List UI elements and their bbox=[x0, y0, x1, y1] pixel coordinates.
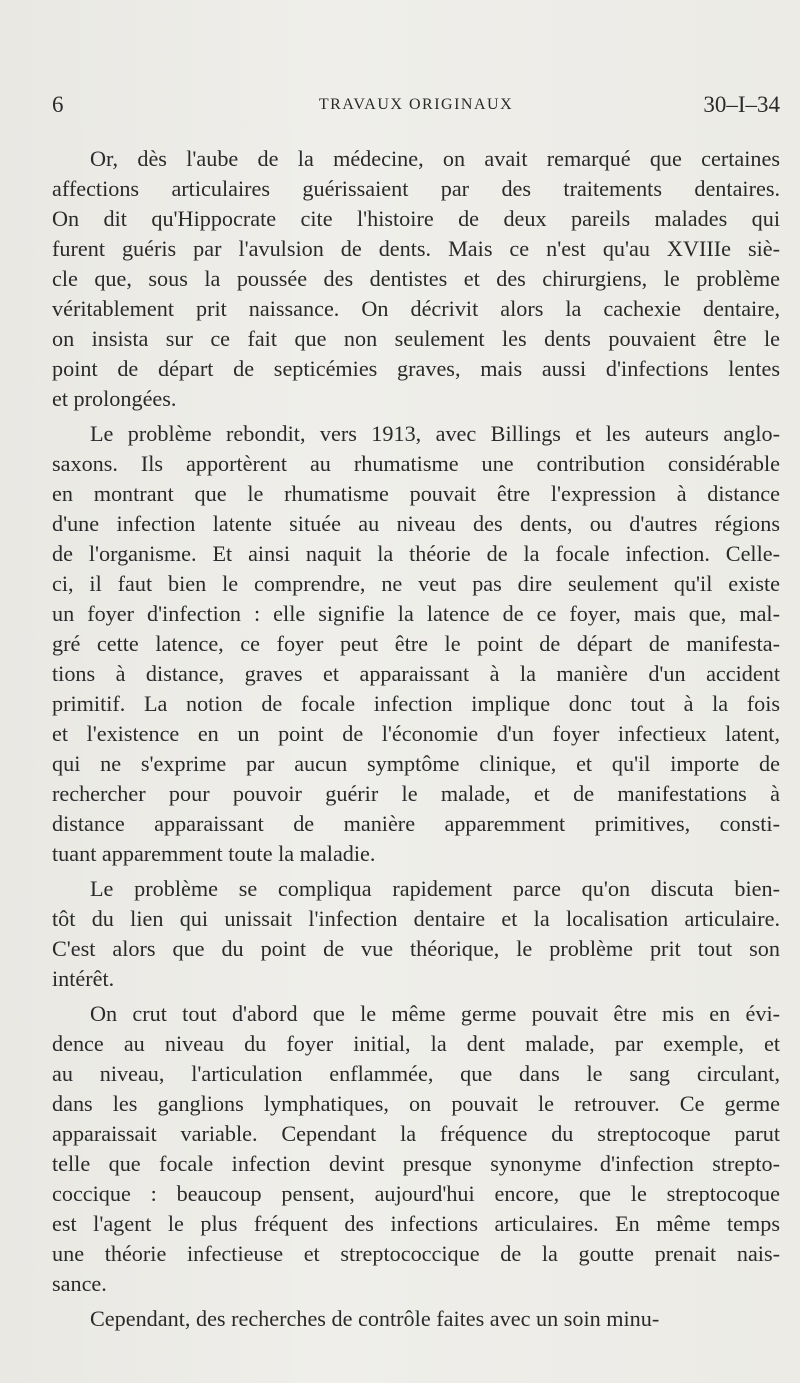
text-line: véritablement prit naissance. On décrivit alors la cachexie dentaire, bbox=[52, 296, 780, 321]
paragraph bbox=[52, 999, 780, 1299]
paragraph bbox=[52, 419, 780, 869]
text-line: dence au niveau du foyer initial, la dent malade, par exemple, et bbox=[52, 1031, 780, 1056]
text-line: un foyer d'infection : elle signifie la latence de ce foyer, mais que, mal- bbox=[52, 601, 780, 626]
text-line: On crut tout d'abord que le même germe pouvait être mis en évi- bbox=[90, 1001, 780, 1026]
text-line: de l'organisme. Et ainsi naquit la théorie de la focale infection. Celle- bbox=[52, 541, 780, 566]
text-line: primitif. La notion de focale infection implique donc tout à la fois bbox=[52, 691, 780, 716]
text-line: ci, il faut bien le comprendre, ne veut pas dire seulement qu'il existe bbox=[52, 571, 780, 596]
text-line: et prolongées. bbox=[52, 386, 177, 411]
text-line: dans les ganglions lymphatiques, on pouvait le retrouver. Ce germe bbox=[52, 1091, 780, 1116]
text-line: tions à distance, graves et apparaissant à la manière d'un accident bbox=[52, 661, 780, 686]
text-line: et l'existence en un point de l'économie d'un foyer infectieux latent, bbox=[52, 721, 780, 746]
text-line: en montrant que le rhumatisme pouvait être l'expression à distance bbox=[52, 481, 780, 506]
paragraph bbox=[52, 874, 780, 994]
text-line: d'une infection latente située au niveau des dents, ou d'autres régions bbox=[52, 511, 780, 536]
text-line: telle que focale infection devint presque synonyme d'infection strepto- bbox=[52, 1151, 780, 1176]
text-line: cle que, sous la poussée des dentistes et des chirurgiens, le problème bbox=[52, 266, 780, 291]
text-line: apparaissait variable. Cependant la fréquence du streptocoque parut bbox=[52, 1121, 780, 1146]
text-line: tôt du lien qui unissait l'infection dentaire et la localisation articulaire. bbox=[52, 906, 780, 931]
text-line: furent guéris par l'avulsion de dents. Mais ce n'est qu'au XVIIIe siè- bbox=[52, 236, 780, 261]
text-line: gré cette latence, ce foyer peut être le point de départ de manifesta- bbox=[52, 631, 780, 656]
paragraph bbox=[52, 144, 780, 414]
text-line: affections articulaires guérissaient par des traitements dentaires. bbox=[52, 176, 780, 201]
paragraph bbox=[52, 1304, 780, 1334]
running-header bbox=[52, 92, 780, 122]
text-line: sance. bbox=[52, 1271, 107, 1296]
text-line: coccique : beaucoup pensent, aujourd'hui encore, que le streptocoque bbox=[52, 1181, 780, 1206]
text-line: au niveau, l'articulation enflammée, que dans le sang circulant, bbox=[52, 1061, 780, 1086]
text-line: Cependant, des recherches de contrôle faites avec un soin minu- bbox=[90, 1306, 660, 1331]
text-line: est l'agent le plus fréquent des infections articulaires. En même temps bbox=[52, 1211, 780, 1236]
text-line: On dit qu'Hippocrate cite l'histoire de deux pareils malades qui bbox=[52, 206, 780, 231]
text-line: point de départ de septicémies graves, mais aussi d'infections lentes bbox=[52, 356, 780, 381]
text-line: Le problème rebondit, vers 1913, avec Billings et les auteurs anglo- bbox=[90, 421, 780, 446]
running-title: TRAVAUX ORIGINAUX bbox=[318, 96, 514, 113]
page-number: 6 bbox=[52, 92, 64, 117]
text-line: une théorie infectieuse et streptococcique de la goutte prenait nais- bbox=[52, 1241, 780, 1266]
text-line: distance apparaissant de manière apparemment primitives, consti- bbox=[52, 811, 780, 836]
text-line: Le problème se compliqua rapidement parce qu'on discuta bien- bbox=[90, 876, 780, 901]
text-line: Or, dès l'aube de la médecine, on avait remarqué que certaines bbox=[90, 146, 780, 171]
text-line: rechercher pour pouvoir guérir le malade, et de manifestations à bbox=[52, 781, 780, 806]
text-line: intérêt. bbox=[52, 966, 115, 991]
text-line: qui ne s'exprime par aucun symptôme clinique, et qu'il importe de bbox=[52, 751, 780, 776]
text-line: saxons. Ils apportèrent au rhumatisme une contribution considérable bbox=[52, 451, 780, 476]
text-line: C'est alors que du point de vue théorique, le problème prit tout son bbox=[52, 936, 780, 961]
issue-date: 30–I–34 bbox=[703, 92, 780, 117]
body-text bbox=[52, 144, 780, 1334]
text-line: on insista sur ce fait que non seulement les dents pouvaient être le bbox=[52, 326, 780, 351]
text-line: tuant apparemment toute la maladie. bbox=[52, 841, 376, 866]
